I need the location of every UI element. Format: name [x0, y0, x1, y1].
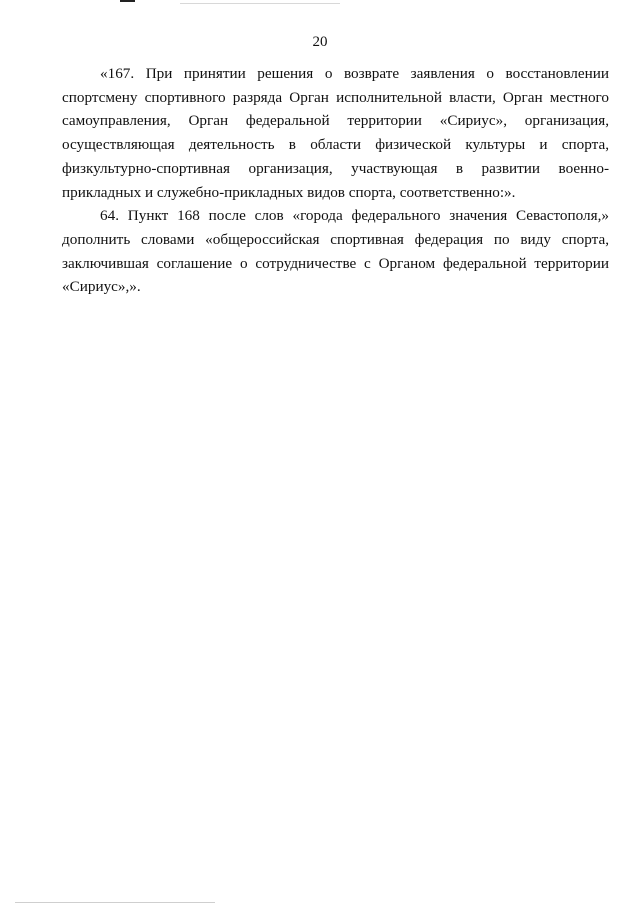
- scan-artifact-line-bottom: [15, 902, 215, 903]
- scan-artifact-line: [180, 3, 340, 4]
- paragraph-item-64: 64. Пункт 168 после слов «города федерального значения Севастополя,» дополнить словами «общероссийская спортивная федерация по виду спорта, заключившая соглашение о сотрудничестве с Органом федеральной территории «Сириус»,».: [62, 207, 609, 296]
- document-body: [62, 62, 609, 299]
- paragraph-item-167: «167. При принятии решения о возврате заявления о восстановлении спортсмену спортивного разряда Орган исполнительной власти, Орган местного самоуправления, Орган федеральной территории «Сириус», организация, осуществляющая деятельность в области физической культуры и спорта, физкультурно-спортивная организация, участвующая в развитии военно-прикладных и служебно-прикладных видов спорта, соответственно:».: [62, 65, 609, 201]
- scan-artifact-top: [120, 0, 135, 2]
- page-number: 20: [312, 34, 328, 50]
